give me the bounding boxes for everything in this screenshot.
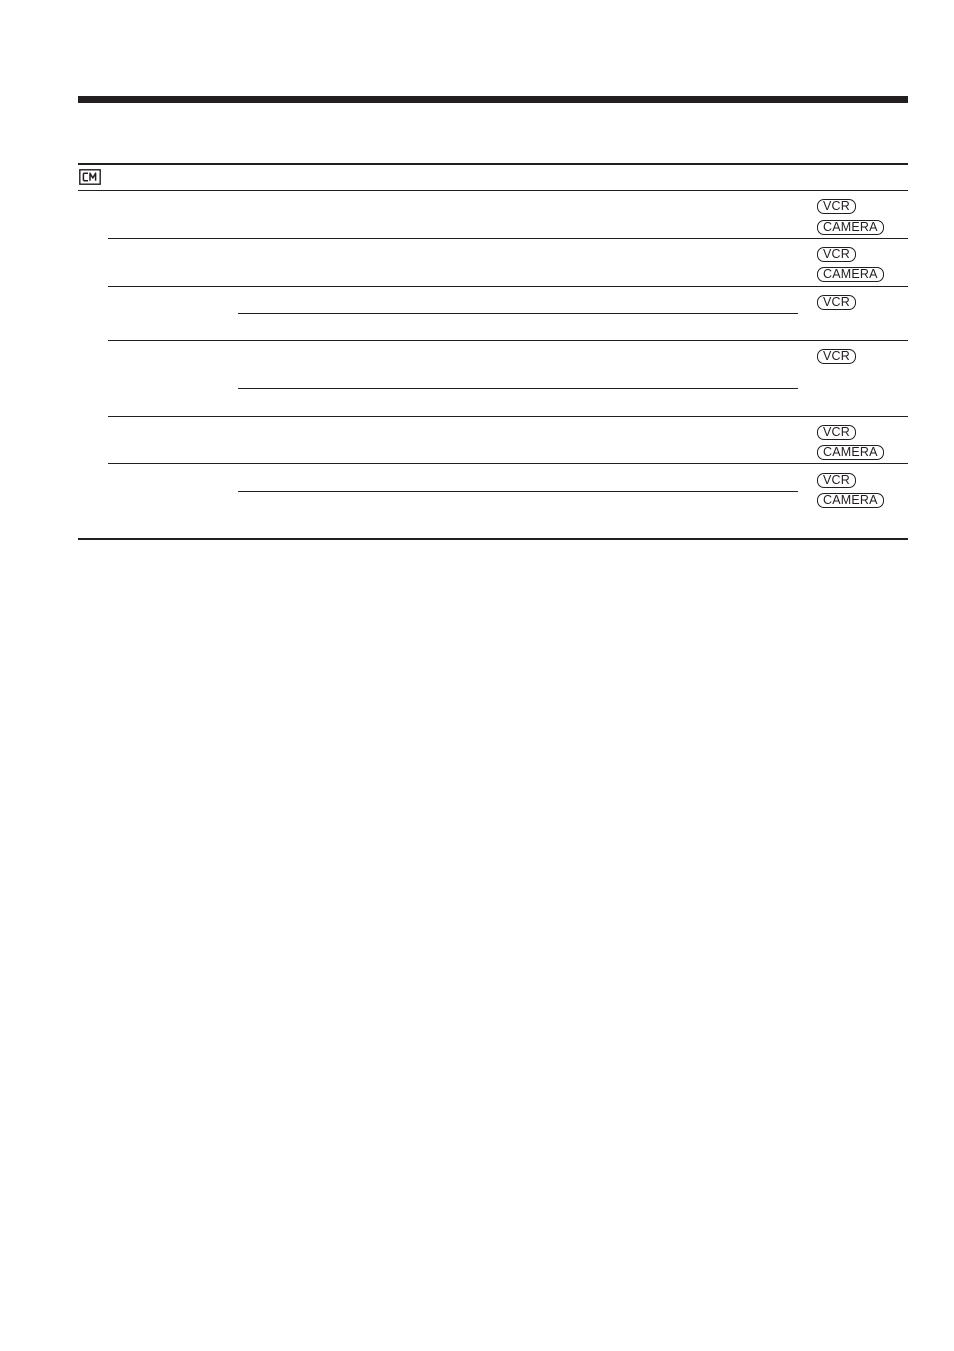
table-header-divider (78, 190, 908, 191)
row-divider (108, 286, 908, 287)
table-bottom-border (78, 538, 908, 540)
camera-mode-tag: CAMERA (817, 445, 884, 460)
camera-mode-tag: CAMERA (817, 220, 884, 235)
section-header-bar (78, 96, 908, 103)
cm-cassette-memory-icon (79, 169, 101, 185)
setting-option-divider (238, 313, 798, 314)
vcr-mode-tag: VCR (817, 349, 856, 364)
camera-mode-tag: CAMERA (817, 267, 884, 282)
row-divider (108, 238, 908, 239)
setting-option-divider (238, 388, 798, 389)
table-top-border (78, 163, 908, 165)
camera-mode-tag: CAMERA (817, 493, 884, 508)
row-divider (108, 463, 908, 464)
vcr-mode-tag: VCR (817, 295, 856, 310)
vcr-mode-tag: VCR (817, 473, 856, 488)
vcr-mode-tag: VCR (817, 425, 856, 440)
vcr-mode-tag: VCR (817, 199, 856, 214)
row-divider (108, 416, 908, 417)
row-divider (108, 340, 908, 341)
setting-option-divider (238, 491, 798, 492)
vcr-mode-tag: VCR (817, 247, 856, 262)
